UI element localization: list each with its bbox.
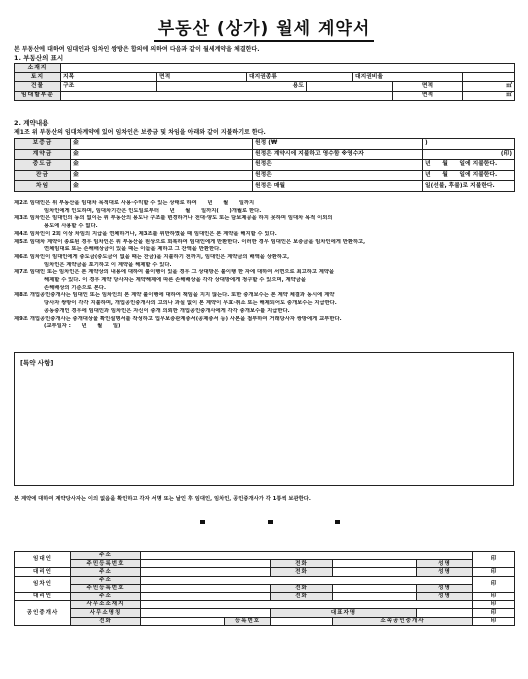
table-row [15, 64, 515, 73]
landlord-address-label: 주소 [71, 552, 141, 560]
tenant-agent-phone-label: 전화 [271, 592, 333, 600]
landlord-id[interactable] [141, 560, 271, 568]
tenant-label: 임차인 [15, 576, 71, 592]
landlord-agent-address[interactable] [141, 568, 271, 576]
intro-text: 본 부동산에 대하여 임대인과 임차인 쌍방은 합의에 의하여 다음과 같이 월세계약을 체결한다. [14, 46, 260, 53]
down-payment-text: 원정은 계약시에 지불하고 영수함 ※영수자 [253, 149, 423, 160]
table-row [15, 160, 515, 171]
label-deposit: 보증금 [15, 139, 71, 150]
interim-payment-date: 년 월 일에 지불한다. [423, 160, 515, 171]
table-row [15, 170, 515, 181]
clause-line: 제3조 임차인은 임대인의 동의 없이는 위 부동산의 용도나 구조를 변경하거나 전대·양도 또는 담보제공을 하지 못하며 임대차 목적 이외의 [14, 215, 333, 222]
interim-payment-amount[interactable]: 金 [71, 160, 253, 171]
office-address-label: 사무소소재지 [71, 601, 141, 609]
office-seal: 印 [473, 601, 515, 609]
contract-clauses [14, 200, 514, 331]
table-row [15, 73, 515, 82]
table-row [15, 601, 515, 609]
table-row [15, 552, 515, 560]
section-terms-note: 제1조 위 부동산의 임대차계약에 있어 임차인은 보증금 및 차임을 아래와 같이 지불하기로 한다. [14, 129, 266, 136]
landlord-id-label: 주민등록번호 [71, 560, 141, 568]
tenant-id[interactable] [141, 584, 271, 592]
table-row [15, 139, 515, 150]
clause-line: 해제할 수 있다. 이 경우 계약 당사자는 계약해제에 따른 손해배상을 각각 상대방에게 청구할 수 있으며, 계약금을 [44, 277, 306, 284]
label-down-payment: 계약금 [15, 149, 71, 160]
balance-date: 년 월 일에 지불한다. [423, 170, 515, 181]
document-title: 부동산 (상가) 월세 계약서 [0, 14, 528, 39]
tenant-phone[interactable] [333, 584, 417, 592]
interim-payment-text: 원정은 [253, 160, 423, 171]
label-lease-part: 임대할부분 [15, 91, 61, 100]
land-area[interactable]: 면적 [157, 73, 247, 82]
clause-line: 임차인에게 인도하며, 임대차기간은 인도일로부터 년 월 일까지( )개월로 한다. [44, 207, 262, 214]
deposit-text: 원정 (₩ [253, 139, 423, 150]
building-structure[interactable]: 구조 [61, 82, 157, 91]
location-value[interactable] [61, 64, 515, 73]
landlord-agent-phone[interactable] [333, 568, 417, 576]
payment-table [14, 138, 515, 192]
date-year-mark [200, 520, 205, 524]
landlord-agent-name-label: 성명 [417, 568, 473, 576]
table-row [15, 617, 515, 625]
clause-line: 제5조 임대차 계약이 종료된 경우 임차인은 위 부동산을 원상으로 회복하여 임대인에게 반환한다. 이러한 경우 임대인은 보증금을 임차인에게 반환하고, [14, 238, 366, 245]
table-row [15, 181, 515, 192]
property-table [14, 63, 515, 101]
table-row [15, 568, 515, 576]
parties-table [14, 551, 515, 626]
land-blank[interactable] [463, 73, 515, 82]
table-row [15, 592, 515, 600]
tenant-agent-label: 대리인 [15, 592, 71, 600]
representative-seal: 印 [473, 609, 515, 617]
office-name-label: 사무소명칭 [71, 609, 141, 617]
tenant-seal: 印 [473, 576, 515, 592]
lease-part-unit: ㎡ [463, 91, 515, 100]
clause-line: 제2조 임대인은 위 부동산을 임대차 목적대로 사용·수익할 수 있는 상태로 하여 년 월 일까지 [14, 200, 255, 206]
tenant-address[interactable] [141, 576, 473, 584]
label-location: 소재지 [15, 64, 61, 73]
affiliated-broker-label: 소속공인중개사 [333, 617, 473, 625]
clause-line: 당사자 쌍방이 각각 지불하며, 개업공인중개사의 고의나 과실 없이 본 계약이 무효·취소 또는 해제되어도 중개보수는 지급한다. [44, 300, 337, 307]
tenant-agent-address-label: 주소 [71, 592, 141, 600]
balance-text: 원정은 [253, 170, 423, 181]
clause-line: 제9조 개업공인중개사는 중개대상물 확인설명서를 작성하고 업무보증관계증서(공제증서 등) 사본을 첨부하여 거래당사자 쌍방에게 교부한다. [14, 315, 342, 322]
landlord-seal: 印 [473, 552, 515, 568]
lease-part-area[interactable]: 면적 [393, 91, 463, 100]
office-address[interactable] [141, 601, 473, 609]
registration-label: 등록번호 [225, 617, 271, 625]
clause-line: 제7조 임대인 또는 임차인은 본 계약상의 내용에 대하여 불이행이 있을 경우 그 상대방은 불이행 한 자에 대하여 서면으로 최고하고 계약을 [14, 269, 335, 276]
landlord-phone-label: 전화 [271, 560, 333, 568]
clause-line: 용도에 사용할 수 없다. [44, 223, 98, 230]
clause-line: 공동중개인 경우에 임대인과 임차인은 자신이 중개 의뢰한 개업공인중개사에게 각각 중개보수를 지급한다. [44, 307, 290, 314]
rent-text: 원정은 매월 [253, 181, 423, 192]
table-row [15, 91, 515, 100]
landlord-address[interactable] [141, 552, 473, 560]
broker-phone-label: 전화 [71, 617, 141, 625]
label-rent: 차임 [15, 181, 71, 192]
table-row [15, 609, 515, 617]
tenant-address-label: 주소 [71, 576, 141, 584]
label-balance: 잔금 [15, 170, 71, 181]
down-payment-seal: (印) [423, 149, 515, 160]
broker-label: 공인중개사 [15, 601, 71, 626]
tenant-phone-label: 전화 [271, 584, 333, 592]
lease-part-value[interactable] [61, 91, 393, 100]
building-blank[interactable] [307, 82, 393, 91]
clause-line: 제4조 임차인이 2회 이상 차임의 지급을 연체하거나, 제3조를 위반하였을 때 임대인은 본 계약을 해지할 수 있다. [14, 230, 277, 237]
tenant-agent-name-label: 성명 [417, 592, 473, 600]
tenant-name-label: 성명 [417, 584, 473, 592]
section-terms-title: 2. 계약내용 [14, 119, 49, 127]
office-name[interactable] [141, 609, 271, 617]
clause-line: 제6조 임차인이 임대인에게 중도금(중도금이 없을 때는 잔금)을 지불하기 전까지, 임대인은 계약금의 배액을 상환하고, [14, 253, 290, 260]
section-property-title: 1. 부동산의 표시 [14, 54, 64, 62]
deposit-tail: ) [423, 139, 515, 150]
land-right-type[interactable]: 대지권종류 [247, 73, 353, 82]
clause-line: 연체임대료 또는 손해배상금이 있을 때는 이들을 제하고 그 잔액을 반환한다. [44, 246, 222, 253]
landlord-agent-phone-label: 전화 [271, 568, 333, 576]
representative-label: 대표자명 [271, 609, 417, 617]
tenant-agent-phone[interactable] [333, 592, 417, 600]
broker-phone[interactable] [141, 617, 225, 625]
table-row [15, 560, 515, 568]
down-payment-amount[interactable]: 金 [71, 149, 253, 160]
landlord-label: 임대인 [15, 552, 71, 568]
registration-number[interactable] [271, 617, 333, 625]
landlord-agent-label: 대리인 [15, 568, 71, 576]
closing-statement: 본 계약에 대하여 계약당사자는 이의 없음을 확인하고 각자 서명 또는 날인 후 임대인, 임차인, 공인중개사가 각 1통씩 보관한다. [14, 496, 311, 502]
building-use[interactable]: 용도 [157, 82, 307, 91]
table-row [15, 576, 515, 584]
clause-line: 제8조 개업공인중개사는 임대인 또는 임차인의 본 계약 불이행에 대하여 책임을 지지 않는다. 또한 중개보수는 본 계약 체결과 동시에 계약 [14, 292, 335, 299]
date-month-mark [268, 520, 273, 524]
special-terms-label: [특약 사항] [20, 359, 54, 367]
landlord-name-label: 성명 [417, 560, 473, 568]
land-category[interactable]: 지목 [61, 73, 157, 82]
rent-terms: 일(선불, 후불)로 지불한다. [423, 181, 515, 192]
landlord-phone[interactable] [333, 560, 417, 568]
label-land: 토지 [15, 73, 61, 82]
balance-amount[interactable]: 金 [71, 170, 253, 181]
label-interim-payment: 중도금 [15, 160, 71, 171]
building-area[interactable]: 면적 [393, 82, 463, 91]
special-terms-box[interactable] [14, 352, 514, 486]
land-right-ratio[interactable]: 대지권비율 [353, 73, 463, 82]
clause-line: 임차인은 계약금을 포기하고 이 계약을 해제할 수 있다. [44, 261, 172, 268]
tenant-agent-seal: 印 [473, 592, 515, 600]
table-row [15, 82, 515, 91]
deposit-amount[interactable]: 金 [71, 139, 253, 150]
affiliated-broker-seal: 印 [473, 617, 515, 625]
tenant-id-label: 주민등록번호 [71, 584, 141, 592]
building-unit: ㎡ [463, 82, 515, 91]
table-row [15, 584, 515, 592]
contract-date [200, 520, 340, 524]
label-building: 건물 [15, 82, 61, 91]
landlord-agent-address-label: 주소 [71, 568, 141, 576]
clause-line: 손해배상의 기준으로 본다. [44, 284, 106, 291]
representative-name[interactable] [417, 609, 473, 617]
tenant-agent-address[interactable] [141, 592, 271, 600]
clause-line: (교부일자 : 년 월 일) [44, 323, 121, 330]
table-row [15, 149, 515, 160]
date-day-mark [335, 520, 340, 524]
landlord-agent-seal: 印 [473, 568, 515, 576]
rent-amount[interactable]: 金 [71, 181, 253, 192]
